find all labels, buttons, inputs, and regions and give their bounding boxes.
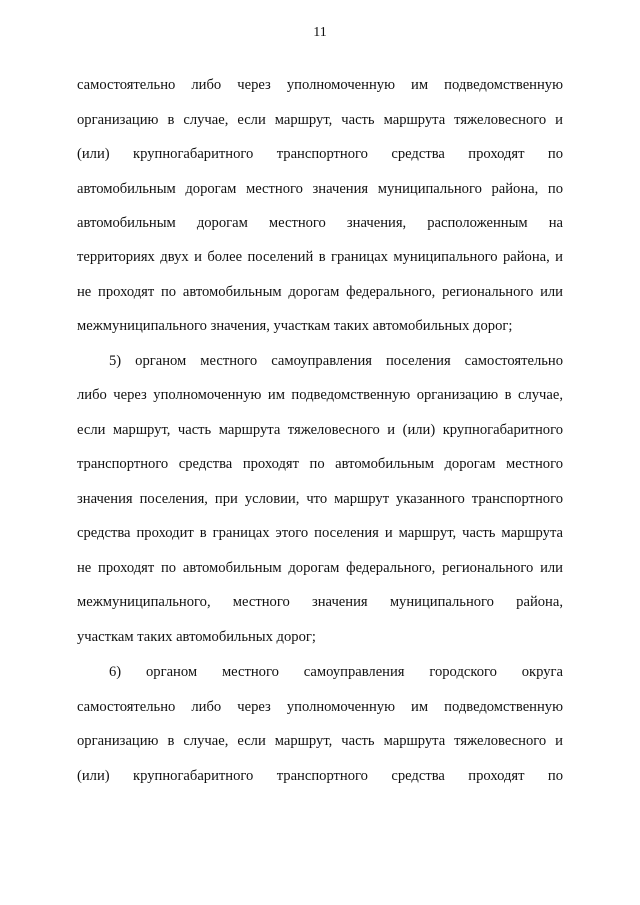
text-line: организацию в случае, если маршрут, часть маршрута тяжеловесного и — [77, 733, 563, 749]
text-line: самостоятельно либо через уполномоченную им подведомственную — [77, 77, 563, 93]
text-line: автомобильным дорогам местного значения, расположенным на — [77, 215, 563, 231]
text-line: участкам таких автомобильных дорог; — [77, 629, 316, 645]
text-line: значения поселения, при условии, что маршрут указанного транспортного — [77, 491, 563, 507]
text-line: транспортного средства проходят по автомобильным дорогам местного — [77, 456, 563, 472]
text-line: организацию в случае, если маршрут, часть маршрута тяжеловесного и — [77, 112, 563, 128]
text-line: автомобильным дорогам местного значения муниципального района, по — [77, 181, 563, 197]
text-line: если маршрут, часть маршрута тяжеловесного и (или) крупногабаритного — [77, 422, 563, 438]
text-line: межмуниципального, местного значения муниципального района, — [77, 594, 563, 610]
text-line: межмуниципального значения, участкам таких автомобильных дорог; — [77, 318, 513, 334]
list-item-6-first-line: 6) органом местного самоуправления городского округа — [109, 664, 563, 680]
text-line: (или) крупногабаритного транспортного средства проходят по — [77, 768, 563, 784]
text-line: либо через уполномоченную им подведомственную организацию в случае, — [77, 387, 563, 403]
text-line: территориях двух и более поселений в границах муниципального района, и — [77, 249, 563, 265]
text-line: самостоятельно либо через уполномоченную им подведомственную — [77, 699, 563, 715]
text-line: средства проходит в границах этого поселения и маршрут, часть маршрута — [77, 525, 563, 541]
list-item-5-first-line: 5) органом местного самоуправления поселения самостоятельно — [109, 353, 563, 369]
page-number: 11 — [313, 25, 327, 40]
text-line: не проходят по автомобильным дорогам федерального, регионального или — [77, 560, 563, 576]
text-line: (или) крупногабаритного транспортного средства проходят по — [77, 146, 563, 162]
text-line: не проходят по автомобильным дорогам федерального, регионального или — [77, 284, 563, 300]
